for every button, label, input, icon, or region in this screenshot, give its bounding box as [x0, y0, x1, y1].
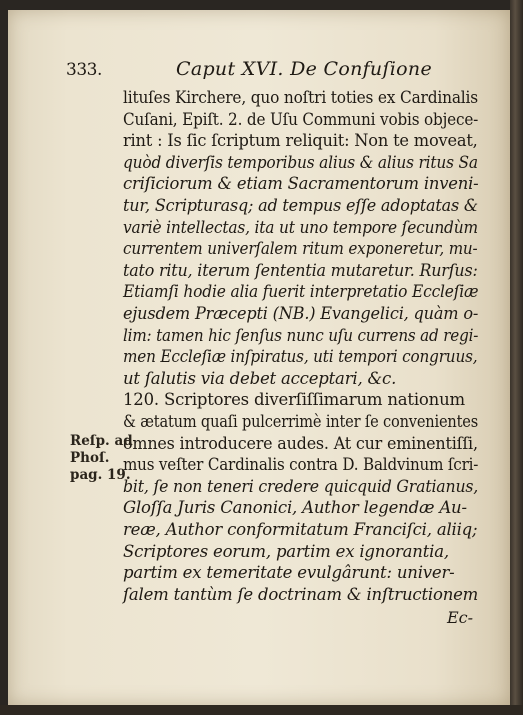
text-line: Gloſſa Juris Canonici, Author legendæ Au- — [123, 498, 467, 518]
margin-note-line: Reſp. ad — [70, 433, 133, 449]
text-line: omnes introducere audes. At cur eminentiſſi, — [123, 433, 478, 453]
running-head: Caput XVI. De Confuſione — [176, 58, 432, 80]
text-line: reæ, Author conformitatum Franciſci, aliiq; — [123, 520, 478, 539]
text-line: currentem univerſalem ritum exponeretur, mu- — [123, 239, 478, 259]
margin-note — [70, 433, 133, 484]
text-line: lim: tamen hic ſenſus nunc uſu currens ad regi- — [123, 325, 479, 345]
text-line: Cuſani, Epiſt. 2. de Uſu Communi vobis objece- — [123, 109, 479, 129]
text-line: partim ex temeritate evulgârunt: univer- — [123, 563, 455, 583]
text-line: Scriptores eorum, partim ex ignorantia, — [123, 541, 449, 561]
text-line: bit, ſe non teneri credere quicquid Gratianus, — [123, 476, 479, 496]
text-line: tur, Scripturasq; ad tempus eſſe adoptatas & — [123, 196, 478, 215]
page-number: 333. — [66, 60, 102, 80]
text-line: men Eccleſiæ inſpiratus, uti tempori congruus, — [123, 347, 478, 367]
text-line: ut ſalutis via debet acceptari, &c. — [123, 368, 397, 388]
catchword: Ec- — [447, 608, 474, 627]
text-line: 120. Scriptores diverſiſſimarum nationum — [123, 390, 465, 410]
text-line: rint : Is ſic ſcriptum reliquit: Non te moveat, — [123, 131, 478, 151]
text-line: tato ritu, iterum ſententia mutaretur. Rurſus: — [123, 260, 478, 280]
text-line: quòd diverſis temporibus alius & alius ritus Sa — [123, 152, 478, 172]
text-line: variè intellectas, ita ut uno tempore ſecundùm — [123, 217, 478, 237]
text-line: lituſes Kirchere, quo noſtri toties ex Cardinalis — [123, 88, 478, 107]
text-line: Etiamſi hodie alia fuerit interpretatio Eccleſiæ — [123, 282, 479, 302]
margin-note-line: pag. 19. — [70, 467, 131, 483]
text-line: & ætatum quaſi pulcerrimè inter ſe convenientes — [123, 412, 479, 431]
text-line: ejusdem Præcepti (NB.) Evangelici, quàm o- — [123, 304, 479, 323]
text-line: criſiciorum & etiam Sacramentorum inveni- — [123, 174, 479, 194]
text-line: ſalem tantùm ſe doctrinam & inſtructionem — [123, 584, 479, 604]
margin-note-line: Phoſ. — [70, 450, 110, 466]
text-line: mus veſter Cardinalis contra D. Baldvinum ſcri- — [123, 455, 479, 475]
